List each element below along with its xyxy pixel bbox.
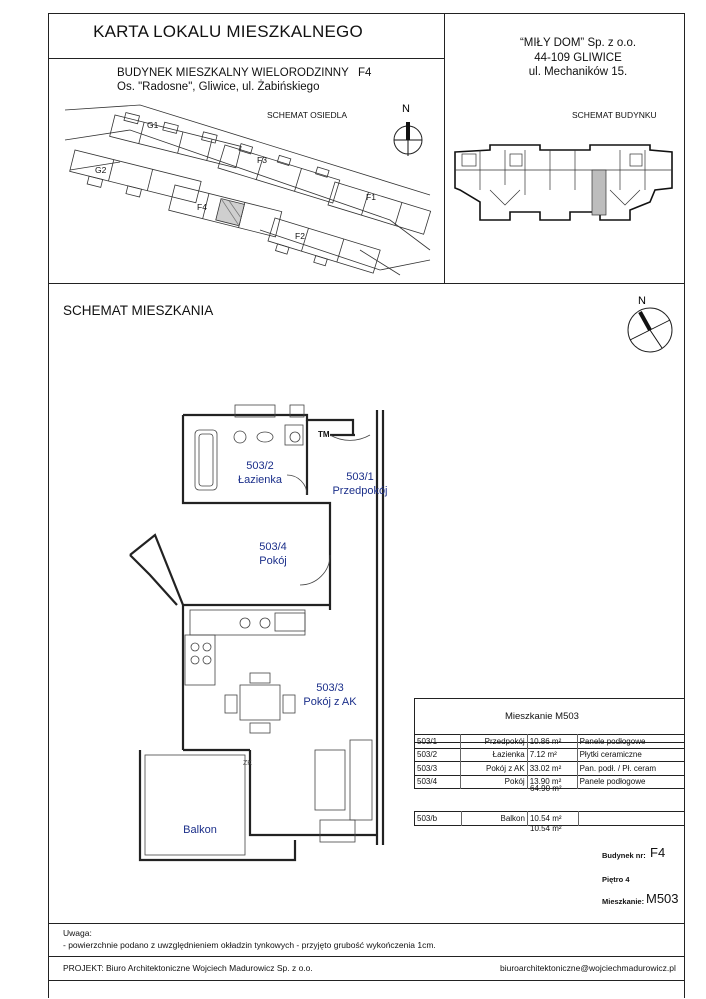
estate-label-g2: G2 [95, 165, 107, 175]
table-cell-finish: Płytki ceramiczne [577, 748, 684, 762]
apartment-section-title: SCHEMAT MIESZKANIA [63, 303, 214, 318]
table-cell-code: 503/3 [415, 762, 461, 776]
estate-label-f2: F2 [295, 231, 305, 241]
building-f2 [266, 218, 380, 280]
apartment-number-value: M503 [646, 891, 679, 906]
room-label-503-2: 503/2 Łazienka [237, 460, 283, 486]
table-cell-finish: Pan. podł. / Pł. ceram [577, 762, 684, 776]
table-cell-name: Przedpokój [461, 735, 527, 749]
frame-line [444, 13, 445, 283]
table-row [415, 748, 685, 762]
frame-line [684, 13, 685, 998]
room-label-503-4: 503/4 Pokój [259, 541, 287, 567]
table-cell-name: Łazienka [461, 748, 527, 762]
project-credit: PROJEKT: Biuro Architektoniczne Wojciech Madurowicz Sp. z o.o. [63, 963, 313, 973]
estate-label-f4: F4 [197, 202, 207, 212]
table-row [415, 735, 685, 749]
estate-schematic [60, 100, 440, 280]
table-cell-code: 503/b [415, 812, 462, 826]
table-cell-finish: Panele podłogowe [577, 735, 684, 749]
frame-line [48, 980, 684, 981]
table-cell-name: Pokój [461, 775, 527, 789]
building-number-value: F4 [650, 845, 666, 860]
floor-label: Piętro 4 [602, 875, 630, 884]
table-cell-area: 33.02 m² [527, 762, 577, 776]
company-block [458, 36, 698, 80]
svg-text:N: N [638, 295, 646, 307]
balcony-total: 10.54 m² [530, 824, 562, 833]
estate-label-f3: F3 [257, 155, 267, 165]
table-cell-finish: Panele podłogowe [577, 775, 684, 789]
frame-line [48, 923, 684, 924]
room-label-503-1: 503/1 Przedpokój [332, 471, 388, 497]
company-name: “MIŁY DOM” Sp. z o.o. [519, 37, 637, 49]
table-cell-code: 503/2 [415, 748, 461, 762]
table-cell-name: Pokój z AK [461, 762, 527, 776]
north-arrow-plan-icon [620, 290, 680, 360]
contact-email[interactable]: biuroarchitektoniczne@wojciechmadurowicz.pl [500, 963, 676, 973]
zk-label: ZK [243, 760, 252, 767]
balcony-label: Balkon [183, 824, 217, 836]
room-label-503-3: 503/3 Pokój z AK [303, 682, 357, 708]
table-cell-name: Balkon [462, 812, 528, 826]
page-title: KARTA LOKALU MIESZKALNEGO [93, 22, 363, 41]
estate-schematic-label: SCHEMAT OSIEDLA [267, 110, 347, 120]
frame-line [48, 13, 49, 998]
building-schematic [450, 140, 680, 240]
table-row [415, 812, 685, 826]
building-f4 [169, 185, 282, 237]
frame-line [48, 283, 684, 284]
address-line: Os. "Radosne", Gliwice, ul. Żabińskiego [117, 81, 320, 93]
table-row [415, 762, 685, 776]
notes-heading: Uwaga: [63, 928, 92, 938]
table-cell-area: 13.90 m² [527, 775, 577, 789]
building-g2 [68, 150, 201, 211]
estate-label-g1: G1 [147, 120, 159, 130]
area-total: 64.90 m² [530, 784, 562, 793]
frame-line [48, 13, 684, 14]
frame-line [48, 58, 444, 59]
area-table-title: Mieszkanie M503 [505, 711, 579, 722]
building-schematic-label: SCHEMAT BUDYNKU [572, 110, 657, 120]
frame-line [48, 956, 684, 957]
table-cell-code: 503/1 [415, 735, 461, 749]
north-arrow-icon [388, 100, 428, 160]
building-line: BUDYNEK MIESZKALNY WIELORODZINNY [117, 67, 349, 79]
table-cell-finish [578, 812, 684, 826]
table-cell-area: 10.86 m² [527, 735, 577, 749]
notes-line: - powierzchnie podano z uwzględnieniem okładzin tynkowych - przyjęto grubość wykończenia 1cm. [63, 940, 436, 950]
table-cell-area: 7.12 m² [527, 748, 577, 762]
company-street: ul. Mechaników 15. [528, 66, 628, 78]
table-cell-code: 503/4 [415, 775, 461, 789]
apartment-number-label: Mieszkanie: [602, 897, 645, 906]
svg-text:N: N [402, 103, 410, 115]
company-city: 44-109 GLIWICE [534, 51, 622, 64]
table-cell-area: 10.54 m² [527, 812, 578, 826]
building-g1 [110, 110, 243, 168]
building-code: F4 [358, 67, 372, 79]
building-f1 [328, 182, 431, 234]
area-table [414, 734, 684, 789]
building-f3 [218, 139, 342, 203]
building-number-label: Budynek nr: [602, 851, 646, 860]
tm-label: TM [318, 430, 330, 439]
estate-label-f1: F1 [366, 192, 376, 202]
